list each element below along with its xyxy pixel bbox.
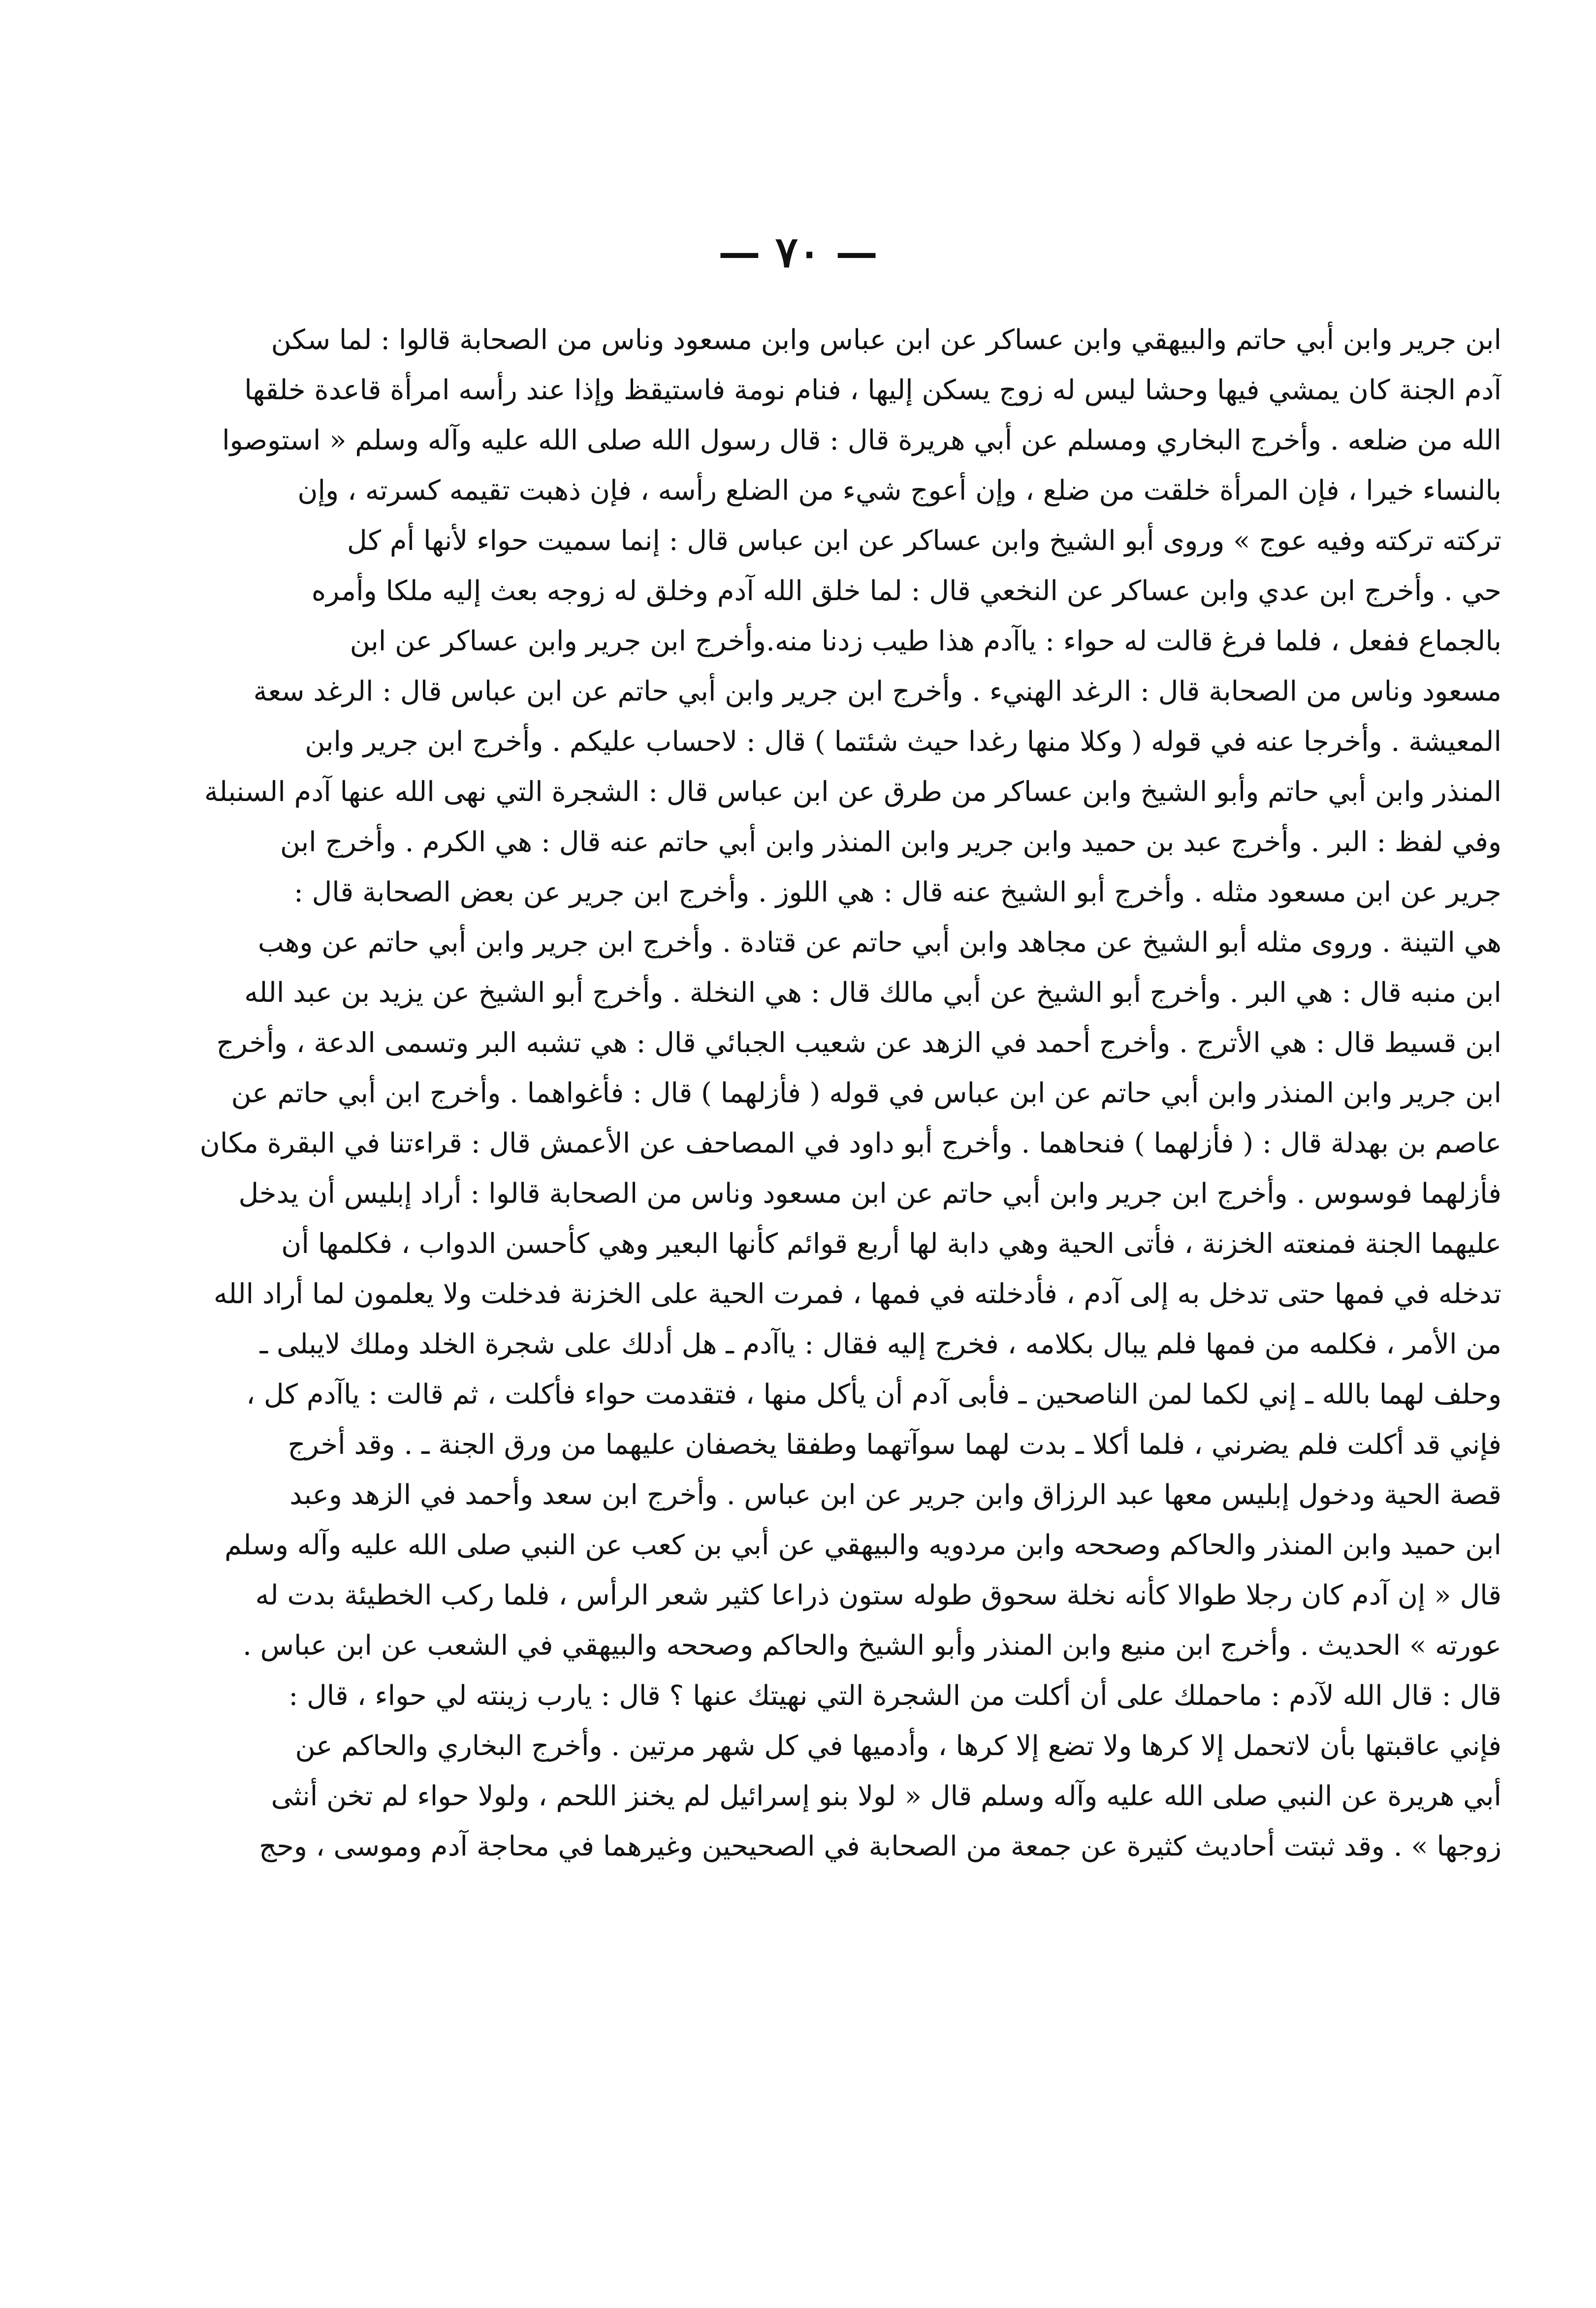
text-line: مسعود وناس من الصحابة قال : الرغد الهنيء . وأخرج ابن جرير وابن أبي حاتم عن ابن عباس قال : الرغد سعة — [253, 675, 1501, 707]
page-number: — ٧٠ — — [718, 227, 878, 277]
text-line: فإني عاقبتها بأن لاتحمل إلا كرها ولا تضع إلا كرها ، وأدميها في كل شهر مرتين . وأخرج البخاري والحاكم عن — [295, 1730, 1501, 1762]
text-line: وحلف لهما بالله ـ إني لكما لمن الناصحين ـ فأبى آدم أن يأكل منها ، فتقدمت حواء فأكلت ، ثم قالت : ياآدم كل ، — [246, 1378, 1501, 1410]
text-line: ابن جرير وابن أبي حاتم والبيهقي وابن عساكر عن ابن عباس وابن مسعود وناس من الصحابة قالوا : لما سكن — [271, 324, 1501, 356]
text-line: من الأمر ، فكلمه من فمها فلم يبال بكلامه ، فخرج إليه فقال : ياآدم ـ هل أدلك على شجرة الخلد وملك لايبلى ـ — [259, 1328, 1501, 1360]
text-line: حي . وأخرج ابن عدي وابن عساكر عن النخعي قال : لما خلق الله آدم وخلق له زوجه بعث إليه ملكا وأمره — [311, 575, 1501, 607]
text-line: ابن قسيط قال : هي الأترج . وأخرج أحمد في الزهد عن شعيب الجبائي قال : هي تشبه البر وتسمى الدعة ، وأخرج — [216, 1027, 1501, 1059]
text-line: المعيشة . وأخرجا عنه في قوله ( وكلا منها رغدا حيث شئتما ) قال : لاحساب عليكم . وأخرج ابن جرير وابن — [305, 726, 1501, 758]
text-line: ابن حميد وابن المنذر والحاكم وصححه وابن مردويه والبيهقي عن أبي بن كعب عن النبي صلى الله عليه وآله وسلم — [224, 1529, 1501, 1561]
text-line: قال : قال الله لآدم : ماحملك على أن أكلت من الشجرة التي نهيتك عنها ؟ قال : يارب زينته لي حواء ، قال : — [288, 1680, 1501, 1712]
text-line: ابن منبه قال : هي البر . وأخرج أبو الشيخ عن أبي مالك قال : هي النخلة . وأخرج أبو الشيخ عن يزيد بن عبد الله — [244, 977, 1501, 1009]
body-text — [74, 315, 1501, 2275]
text-line: بالنساء خيرا ، فإن المرأة خلقت من ضلع ، وإن أعوج شيء من الضلع رأسه ، فإن ذهبت تقيمه كسرته ، وإن — [297, 475, 1501, 507]
text-line: هي التينة . وروى مثله أبو الشيخ عن مجاهد وابن أبي حاتم عن قتادة . وأخرج ابن جرير وابن أبي حاتم عن وهب — [257, 927, 1501, 959]
text-line: وفي لفظ : البر . وأخرج عبد بن حميد وابن جرير وابن المنذر وابن أبي حاتم عنه قال : هي الكرم . وأخرج ابن — [280, 826, 1501, 858]
text-line: تدخله في فمها حتى تدخل به إلى آدم ، فأدخلته في فمها ، فمرت الحية على الخزنة فدخلت ولا يعلمون لما أراد الله — [214, 1278, 1501, 1310]
text-line: قال « إن آدم كان رجلا طوالا كأنه نخلة سحوق طوله ستون ذراعا كثير شعر الرأس ، فلما ركب الخطيئة بدت له — [255, 1579, 1501, 1611]
text-line: ابن جرير وابن المنذر وابن أبي حاتم عن ابن عباس في قوله ( فأزلهما ) قال : فأغواهما . وأخرج ابن أبي حاتم عن — [231, 1077, 1501, 1109]
text-line: الله من ضلعه . وأخرج البخاري ومسلم عن أبي هريرة قال : قال رسول الله صلى الله عليه وآله وسلم « استوصوا — [222, 424, 1501, 456]
text-line: فإني قد أكلت فلم يضرني ، فلما أكلا ـ بدت لهما سوآتهما وطفقا يخصفان عليهما من ورق الجنة ـ . وقد أخرج — [287, 1429, 1501, 1461]
text-line: أبي هريرة عن النبي صلى الله عليه وآله وسلم قال « لولا بنو إسرائيل لم يخنز اللحم ، ولولا حواء لم تخن أنثى — [271, 1780, 1501, 1812]
text-line: تركته تركته وفيه عوج » وروى أبو الشيخ وابن عساكر عن ابن عباس قال : إنما سميت حواء لأنها أم كل — [347, 525, 1501, 557]
text-line: قصة الحية ودخول إبليس معها عبد الرزاق وابن جرير عن ابن عباس . وأخرج ابن سعد وأحمد في الزهد وعبد — [289, 1479, 1501, 1511]
text-line: عليهما الجنة فمنعته الخزنة ، فأتى الحية وهي دابة لها أربع قوائم كأنها البعير وهي كأحسن الدواب ، فكلمها أن — [281, 1228, 1501, 1260]
text-line: عاصم بن بهدلة قال : ( فأزلهما ) فنحاهما . وأخرج أبو داود في المصاحف عن الأعمش قال : قراءتنا في البقرة مكان — [199, 1127, 1501, 1159]
text-line: فأزلهما فوسوس . وأخرج ابن جرير وابن أبي حاتم عن ابن مسعود وناس من الصحابة قالوا : أراد إبليس أن يدخل — [238, 1178, 1501, 1210]
text-line: بالجماع ففعل ، فلما فرغ قالت له حواء : ياآدم هذا طيب زدنا منه.وأخرج ابن جرير وابن عساكر عن ابن — [350, 625, 1501, 657]
text-line: آدم الجنة كان يمشي فيها وحشا ليس له زوج يسكن إليها ، فنام نومة فاستيقظ وإذا عند رأسه امرأة قاعدة خلقها — [244, 374, 1501, 406]
text-line: عورته » الحديث . وأخرج ابن منيع وابن المنذر وأبو الشيخ والحاكم وصححه والبيهقي في الشعب عن ابن عباس . — [243, 1630, 1501, 1662]
text-line: زوجها » . وقد ثبتت أحاديث كثيرة عن جمعة من الصحابة في الصحيحين وغيرهما في محاجة آدم وموسى ، وحج — [259, 1830, 1501, 1862]
text-line: المنذر وابن أبي حاتم وأبو الشيخ وابن عساكر من طرق عن ابن عباس قال : الشجرة التي نهى الله عنها آدم السنبلة — [204, 776, 1501, 808]
text-line: جرير عن ابن مسعود مثله . وأخرج أبو الشيخ عنه قال : هي اللوز . وأخرج ابن جرير عن بعض الصحابة قال : — [293, 876, 1501, 908]
